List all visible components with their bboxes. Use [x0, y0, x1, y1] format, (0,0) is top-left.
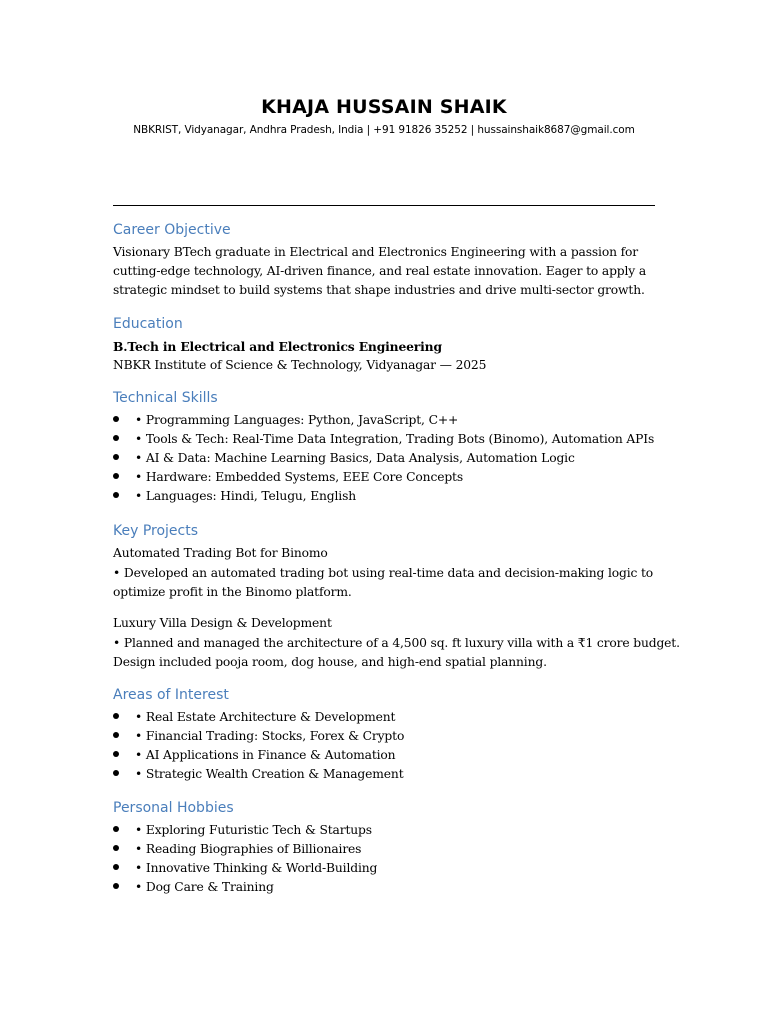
bullet-icon [113, 751, 119, 757]
list-item-text: • Reading Biographies of Billionaires [135, 842, 362, 856]
section-title-areas-of-interest: Areas of Interest [113, 687, 229, 703]
project-description-line: optimize profit in the Binomo platform. [113, 585, 352, 599]
section-title-career-objective: Career Objective [113, 222, 231, 238]
bullet-icon [113, 435, 119, 441]
project-description-line: Design included pooja room, dog house, and high-end spatial planning. [113, 655, 547, 669]
project-description-line: • Developed an automated trading bot using real-time data and decision-making logic to [113, 566, 654, 580]
bullet-icon [113, 845, 119, 851]
education-institution: NBKR Institute of Science & Technology, Vidyanagar — 2025 [113, 358, 487, 372]
bullet-icon [113, 770, 119, 776]
bullet-icon [113, 732, 119, 738]
project-name: Luxury Villa Design & Development [113, 616, 332, 630]
bullet-icon [113, 473, 119, 479]
list-item-text: • Dog Care & Training [135, 880, 274, 894]
list-item-text: • Exploring Futuristic Tech & Startups [135, 823, 372, 837]
list-item-text: • Real Estate Architecture & Development [135, 710, 396, 724]
list-item-text: • AI Applications in Finance & Automation [135, 748, 396, 762]
list-item-text: • AI & Data: Machine Learning Basics, Data Analysis, Automation Logic [135, 451, 575, 465]
list-item-text: • Financial Trading: Stocks, Forex & Crypto [135, 729, 405, 743]
bullet-icon [113, 864, 119, 870]
list-item-text: • Programming Languages: Python, JavaScript, C++ [135, 413, 459, 427]
contact-line: NBKRIST, Vidyanagar, Andhra Pradesh, India | +91 91826 35252 | hussainshaik8687@gmail.com [133, 124, 635, 136]
project-name: Automated Trading Bot for Binomo [113, 546, 328, 560]
objective-line: strategic mindset to build systems that shape industries and drive multi-sector growth. [113, 283, 645, 297]
bullet-icon [113, 883, 119, 889]
bullet-icon [113, 454, 119, 460]
candidate-name: KHAJA HUSSAIN SHAIK [261, 96, 507, 118]
resume-page [113, 0, 680, 1024]
list-item-text: • Hardware: Embedded Systems, EEE Core Concepts [135, 470, 463, 484]
section-title-key-projects: Key Projects [113, 523, 199, 539]
education-degree: B.Tech in Electrical and Electronics Engineering [113, 339, 442, 354]
bullet-icon [113, 416, 119, 422]
list-item-text: • Languages: Hindi, Telugu, English [135, 489, 357, 503]
header-divider [113, 205, 655, 206]
bullet-icon [113, 713, 119, 719]
objective-line: cutting-edge technology, AI-driven finance, and real estate innovation. Eager to apply a [113, 264, 647, 278]
section-title-education: Education [113, 316, 183, 332]
project-description-line: • Planned and managed the architecture of a 4,500 sq. ft luxury villa with a ₹1 crore budget. [113, 636, 680, 650]
objective-line: Visionary BTech graduate in Electrical and Electronics Engineering with a passion for [113, 245, 638, 259]
list-item-text: • Innovative Thinking & World-Building [135, 861, 378, 875]
section-title-technical-skills: Technical Skills [113, 390, 218, 406]
section-title-personal-hobbies: Personal Hobbies [113, 800, 234, 816]
list-item-text: • Strategic Wealth Creation & Management [135, 767, 404, 781]
bullet-icon [113, 492, 119, 498]
list-item-text: • Tools & Tech: Real-Time Data Integration, Trading Bots (Binomo), Automation APIs [135, 432, 655, 446]
bullet-icon [113, 826, 119, 832]
